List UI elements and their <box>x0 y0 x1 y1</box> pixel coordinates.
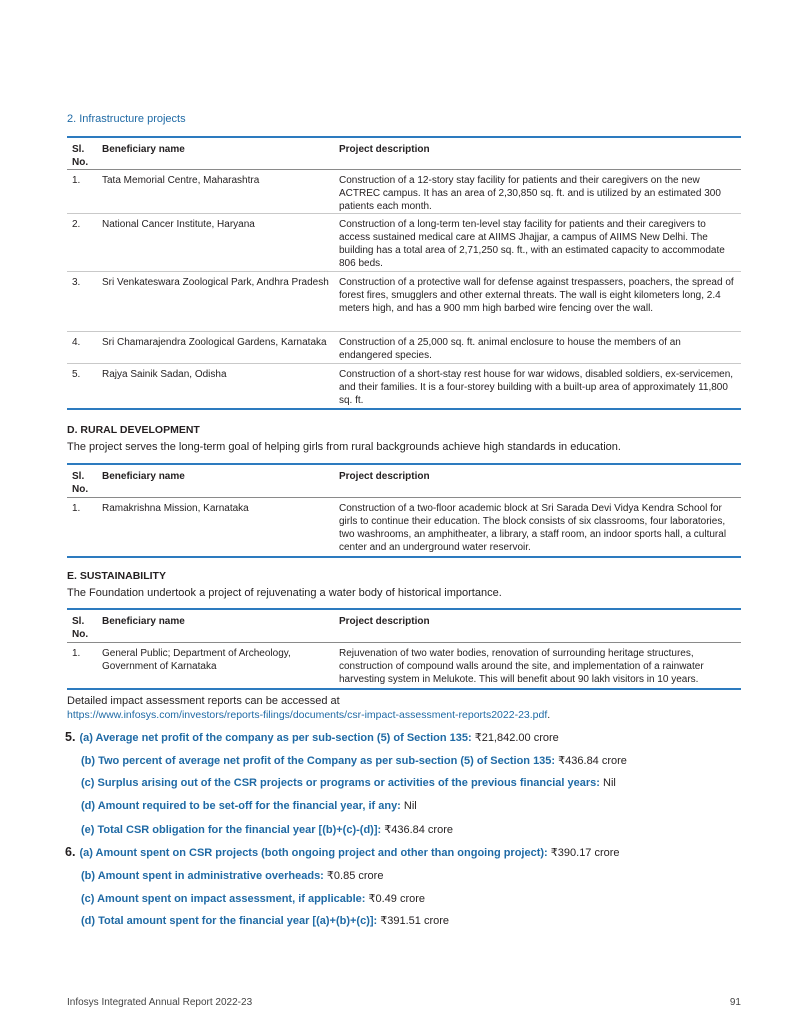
footer-report-title: Infosys Integrated Annual Report 2022-23 <box>67 997 253 1008</box>
beneficiary-header: Beneficiary name <box>102 471 185 482</box>
table-header-row <box>67 465 741 498</box>
q6-b-label: (b) Amount spent in administrative overheads: <box>81 870 324 882</box>
sl-header: Sl. No. <box>72 616 89 640</box>
q6-a-label: (a) Amount spent on CSR projects (both ongoing project and other than ongoing project): <box>79 847 548 859</box>
impact-period: . <box>547 709 551 721</box>
sustainability-text: The Foundation undertook a project of rejuvenating a water body of historical importance. <box>67 587 502 599</box>
q5-a-value: ₹21,842.00 crore <box>474 732 559 744</box>
description-cell: Construction of a 25,000 sq. ft. animal enclosure to house the members of an endangered species. <box>339 337 681 361</box>
rural-development-title: D. RURAL DEVELOPMENT <box>67 424 200 436</box>
impact-text: Detailed impact assessment reports can be accessed at <box>67 695 340 707</box>
table-row <box>67 214 741 272</box>
description-cell: Construction of a 12-story stay facility for patients and their caregivers on the new ACTREC campus. It has an area of 2,30,850 sq. ft. and is utilized by an estimated 300 patients each month. <box>339 175 721 212</box>
table-header-row <box>67 138 741 170</box>
q5-c <box>81 777 616 789</box>
q5-e <box>81 823 453 836</box>
q5-c-value: Nil <box>603 777 616 789</box>
sl-cell: 4. <box>72 337 81 348</box>
description-header: Project description <box>339 144 430 155</box>
table-row <box>67 498 741 558</box>
q6-d-value: ₹391.51 crore <box>380 915 450 927</box>
description-cell: Rejuvenation of two water bodies, renovation of surrounding heritage structures, construction of compound walls around the site, and implementation of a rainwater harvesting system in Melukote. This will benefit about 90 lakh visitors in 10 years. <box>339 648 704 685</box>
sl-cell: 3. <box>72 277 81 288</box>
sl-cell: 2. <box>72 219 81 230</box>
table-row <box>67 332 741 364</box>
q6-b <box>81 869 383 882</box>
impact-report-link[interactable]: https://www.infosys.com/investors/reports-filings/documents/csr-impact-assessment-reports2022-23.pdf <box>67 709 548 721</box>
q5-c-label: (c) Surplus arising out of the CSR projects or programs or activities of the previous financial years: <box>81 777 600 789</box>
description-cell: Construction of a two-floor academic block at Sri Sarada Devi Vidya Kendra School for girls to continue their education. The block consists of six classrooms, four laboratories, two washrooms, an amphitheater, a library, a staff room, an indoor sports hall, a cultural center and an underground water reservoir. <box>339 503 727 553</box>
table-row <box>67 643 741 690</box>
infrastructure-table <box>67 136 741 410</box>
beneficiary-cell: Sri Venkateswara Zoological Park, Andhra Pradesh <box>102 277 329 288</box>
q5-number: 5. <box>65 730 76 744</box>
description-header: Project description <box>339 471 430 482</box>
q5-d-label: (d) Amount required to be set-off for the financial year, if any: <box>81 800 401 812</box>
q6-a-value: ₹390.17 crore <box>550 847 620 859</box>
q6-c-label: (c) Amount spent on impact assessment, if applicable: <box>81 893 366 905</box>
q5-b-value: ₹436.84 crore <box>558 755 627 767</box>
q5-a-label: (a) Average net profit of the company as per sub-section (5) of Section 135: <box>79 732 472 744</box>
sustainability-table <box>67 608 741 690</box>
sustainability-title: E. SUSTAINABILITY <box>67 570 166 582</box>
sl-header: Sl. No. <box>72 471 89 495</box>
rural-development-table <box>67 463 741 558</box>
q6-d <box>81 914 449 927</box>
q5-a <box>65 730 559 744</box>
footer-page-number: 91 <box>729 997 741 1008</box>
table-row <box>67 272 741 332</box>
beneficiary-cell: Ramakrishna Mission, Karnataka <box>102 503 249 514</box>
beneficiary-header: Beneficiary name <box>102 144 185 155</box>
impact-link-line <box>67 709 550 721</box>
q5-d-value: Nil <box>403 800 417 812</box>
rural-development-text: The project serves the long-term goal of helping girls from rural backgrounds achieve high standards in education. <box>67 441 621 453</box>
q6-c-value: ₹0.49 crore <box>368 893 426 905</box>
q5-b <box>81 754 627 767</box>
q5-e-label: (e) Total CSR obligation for the financial year [(b)+(c)-(d)]: <box>81 824 382 836</box>
description-cell: Construction of a long-term ten-level stay facility for patients and their caregivers to access sustained medical care at AIIMS Jhajjar, a campus of AIIMS New Delhi. The building has a total area of 2,71,250 sq. ft., with an estimated capacity to accommodate 806 beds. <box>339 219 725 269</box>
sl-header: Sl. No. <box>72 144 89 168</box>
beneficiary-cell: Rajya Sainik Sadan, Odisha <box>102 369 227 380</box>
table-row <box>67 170 741 214</box>
q6-c <box>81 892 425 905</box>
table-row <box>67 364 741 410</box>
q5-d <box>81 800 417 812</box>
q5-e-value: ₹436.84 crore <box>384 824 453 836</box>
description-header: Project description <box>339 616 430 627</box>
sl-cell: 1. <box>72 175 81 186</box>
q6-d-label: (d) Total amount spent for the financial year [(a)+(b)+(c)]: <box>81 915 378 927</box>
beneficiary-cell: Sri Chamarajendra Zoological Gardens, Karnataka <box>102 337 327 348</box>
sl-cell: 5. <box>72 369 81 380</box>
sl-cell: 1. <box>72 503 81 514</box>
beneficiary-cell: National Cancer Institute, Haryana <box>102 219 255 230</box>
q6-number: 6. <box>65 845 76 859</box>
q6-a <box>65 845 620 859</box>
infrastructure-heading: 2. Infrastructure projects <box>67 113 186 125</box>
beneficiary-cell: Tata Memorial Centre, Maharashtra <box>102 175 260 186</box>
q6-b-value: ₹0.85 crore <box>326 870 384 882</box>
q5-b-label: (b) Two percent of average net profit of the Company as per sub-section (5) of Section 135: <box>81 755 556 767</box>
description-cell: Construction of a protective wall for defense against trespassers, poachers, the spread of forest fires, smugglers and other external threats. The wall is eight kilometers long, 2.4 meters high, and has a 900 mm high barbed wire fencing over the wall. <box>339 277 734 314</box>
description-cell: Construction of a short-stay rest house for war widows, disabled soldiers, ex-servicemen, and their families. It is a four-storey building with a built-up area of approximately 11,800 sq. ft. <box>339 369 734 406</box>
beneficiary-header: Beneficiary name <box>102 616 185 627</box>
beneficiary-cell: General Public; Department of Archeology, Government of Karnataka <box>102 648 291 672</box>
table-header-row <box>67 610 741 643</box>
sl-cell: 1. <box>72 648 81 659</box>
